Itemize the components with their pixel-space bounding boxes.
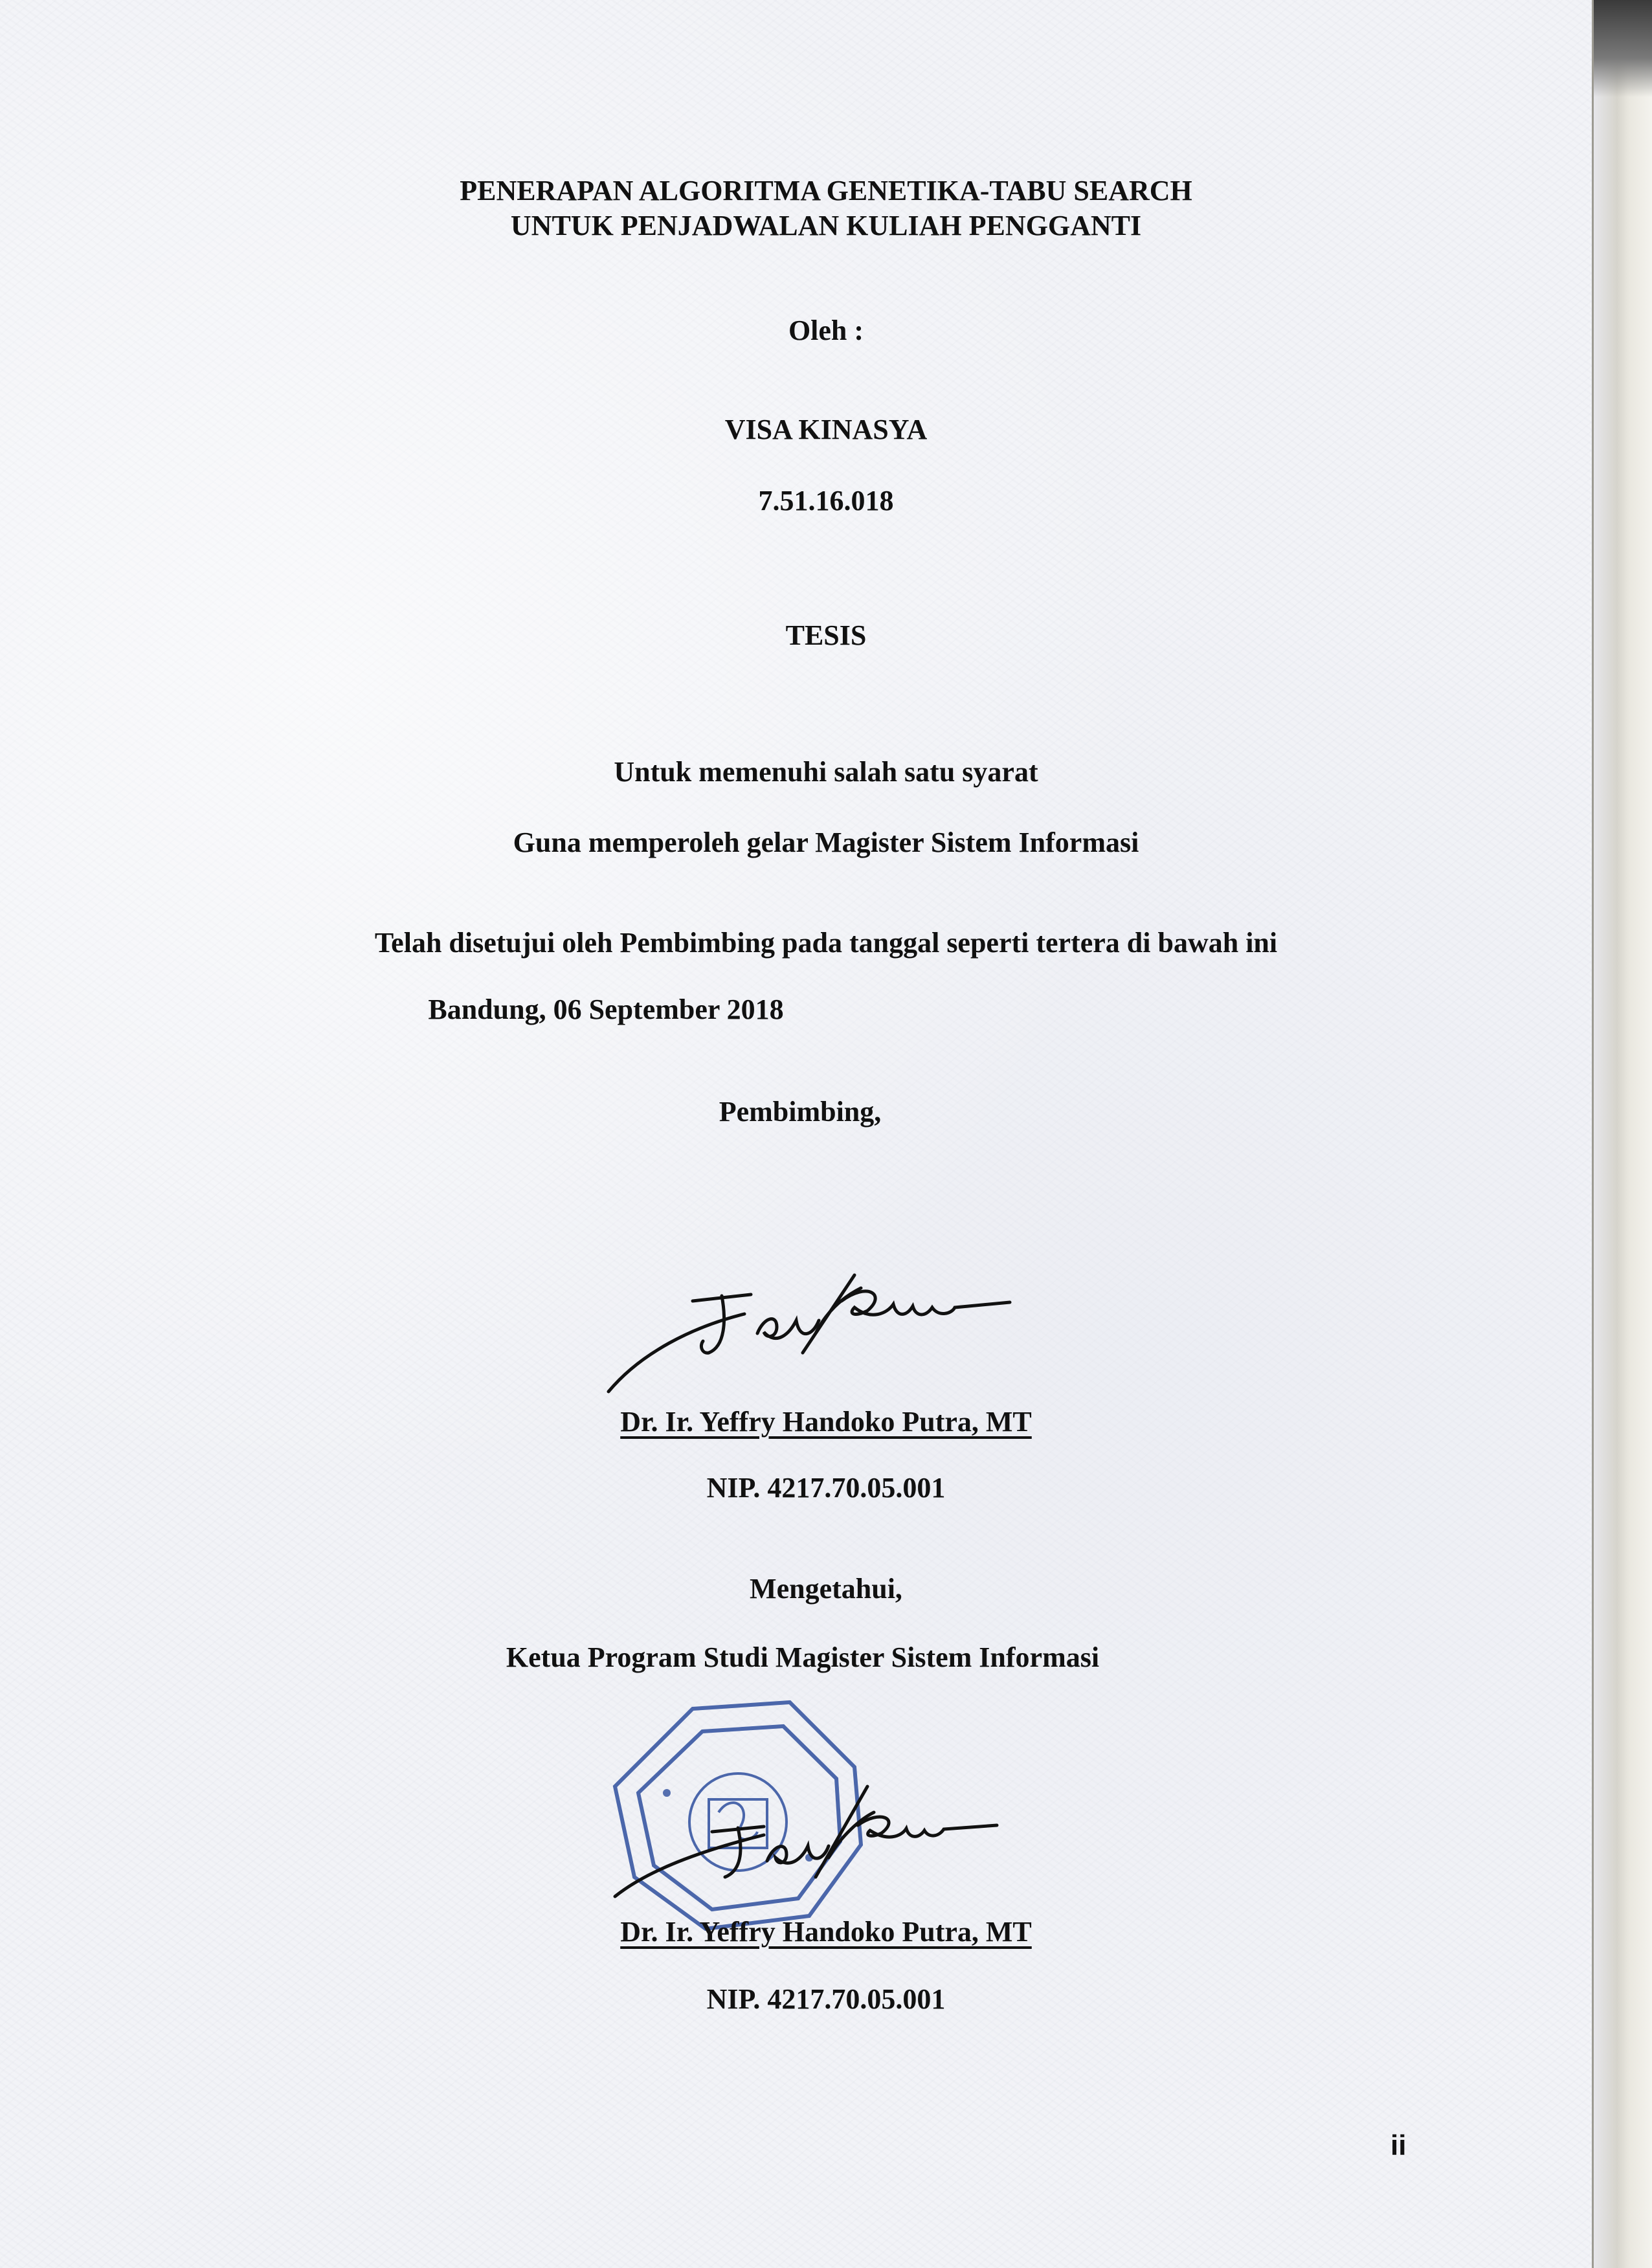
- place-date: Bandung, 06 September 2018: [428, 994, 784, 1025]
- student-id: 7.51.16.018: [758, 485, 894, 517]
- page-edge-shadow: [1594, 0, 1652, 97]
- program-head-title: Ketua Program Studi Magister Sistem Informasi: [506, 1641, 1100, 1673]
- supervisor-nip: NIP. 4217.70.05.001: [706, 1472, 946, 1504]
- author-name: VISA KINASYA: [724, 414, 928, 445]
- program-head-name-text: Dr. Ir. Yeffry Handoko Putra, MT: [620, 1916, 1032, 1948]
- supervisor-name-text: Dr. Ir. Yeffry Handoko Putra, MT: [620, 1406, 1032, 1438]
- thesis-title-line-1: PENERAPAN ALGORITMA GENETIKA-TABU SEARCH: [460, 175, 1192, 206]
- purpose-line-1: Untuk memenuhi salah satu syarat: [614, 756, 1038, 788]
- page-number: ii: [1390, 2129, 1407, 2161]
- supervisor-label: Pembimbing,: [719, 1096, 882, 1128]
- thesis-title-line-2: UNTUK PENJADWALAN KULIAH PENGGANTI: [510, 210, 1142, 241]
- program-head-signature: [602, 1773, 1016, 1916]
- document-type: TESIS: [785, 619, 867, 651]
- approval-statement: Telah disetujui oleh Pembimbing pada tanggal seperti tertera di bawah ini: [374, 927, 1278, 959]
- oleh-label: Oleh :: [788, 315, 864, 346]
- supervisor-signature: [583, 1256, 1023, 1411]
- supervisor-name: [0, 1405, 1652, 1440]
- program-head-name: [0, 1915, 1652, 1950]
- purpose-line-2: Guna memperoleh gelar Magister Sistem Informasi: [513, 827, 1139, 858]
- acknowledged-label: Mengetahui,: [750, 1573, 902, 1605]
- program-head-nip: NIP. 4217.70.05.001: [706, 1983, 946, 2015]
